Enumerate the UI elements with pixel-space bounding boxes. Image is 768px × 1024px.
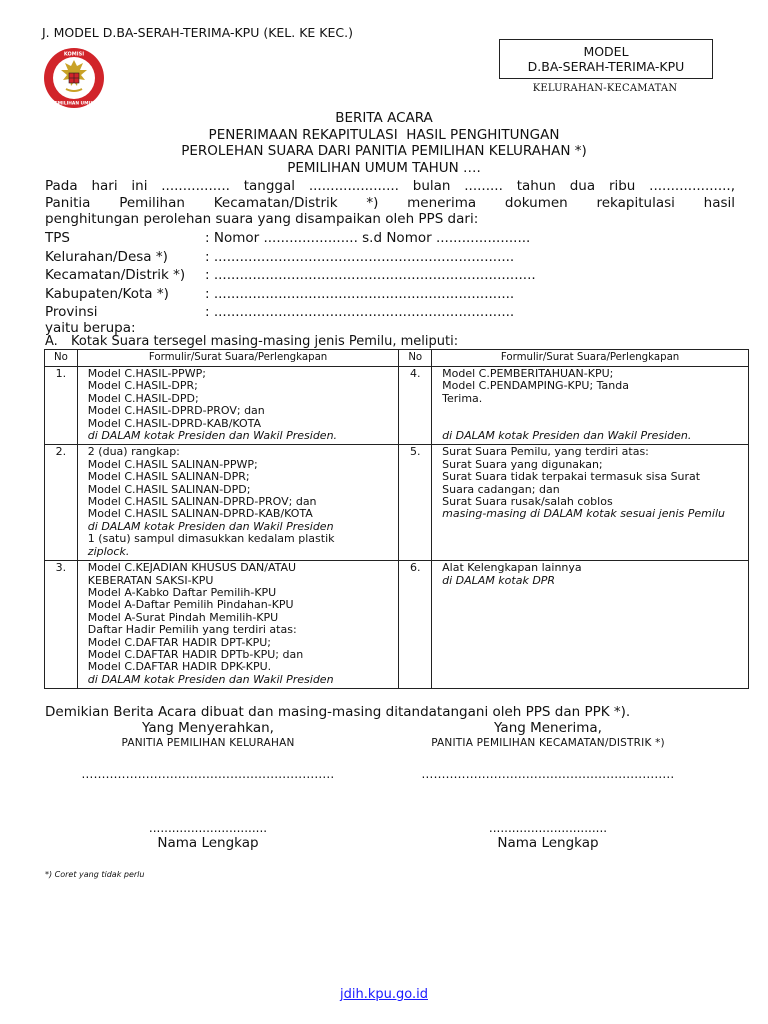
signature-right bbox=[383, 720, 713, 851]
cell-line: Model A-Daftar Pemilih Pindahan-KPU bbox=[87, 598, 294, 612]
cell-line: Model C.HASIL SALINAN-DPR; bbox=[87, 470, 250, 484]
cell-line: KEBERATAN SAKSI-KPU bbox=[87, 573, 214, 587]
model-box bbox=[499, 39, 713, 79]
cell-line: Model C.HASIL-DPD; bbox=[87, 391, 199, 405]
cell-note: di DALAM kotak Presiden dan Wakil Presiden. bbox=[442, 429, 692, 442]
field-value: : ...................................................................... bbox=[205, 304, 515, 320]
model-box-line2: D.BA-SERAH-TERIMA-KPU bbox=[527, 59, 685, 74]
table-header: No bbox=[399, 350, 432, 367]
field-row bbox=[45, 229, 745, 248]
kpu-garuda-logo-icon bbox=[42, 46, 106, 110]
signature-org: PANITIA PEMILIHAN KECAMATAN/DISTRIK *) bbox=[431, 737, 665, 749]
cell-line: Model C.PENDAMPING-KPU; Tanda bbox=[442, 379, 629, 393]
signature-line: ............................................................... bbox=[421, 767, 675, 781]
title-line4: PEMILIHAN UMUM TAHUN …. bbox=[287, 159, 481, 176]
table-header: Formulir/Surat Suara/Perlengkapan bbox=[432, 350, 749, 367]
cell-line: Model C.DAFTAR HADIR DPK-KPU. bbox=[87, 660, 272, 674]
svg-text:KOMISI: KOMISI bbox=[63, 51, 85, 58]
cell-line: Model C.PEMBERITAHUAN-KPU; bbox=[442, 367, 614, 380]
intro-paragraph bbox=[45, 178, 735, 228]
field-row bbox=[45, 285, 745, 304]
field-value: : ...................................................................... bbox=[205, 248, 515, 265]
signature-line: ............................................................... bbox=[81, 767, 335, 781]
svg-text:PEMILIHAN UMUM: PEMILIHAN UMUM bbox=[51, 101, 97, 107]
item-a-text: Kotak Suara tersegel masing-masing jenis Pemilu, meliputi: bbox=[71, 334, 459, 349]
cell-line: 1 (satu) sampul dimasukkan kedalam plastik bbox=[87, 532, 335, 546]
cell-line: Model C.HASIL SALINAN-DPD; bbox=[87, 482, 251, 496]
cell-line: Model C.HASIL-PPWP; bbox=[87, 367, 206, 380]
cell-line: Model C.DAFTAR HADIR DPT-KPU; bbox=[87, 635, 271, 649]
signature-name-label: Nama Lengkap bbox=[157, 835, 259, 851]
table-cell bbox=[77, 367, 399, 445]
cell-note: di DALAM kotak DPR bbox=[442, 573, 556, 587]
cell-note: masing-masing di DALAM kotak sesuai jenis Pemilu bbox=[442, 507, 725, 521]
signature-role: Yang Menerima, bbox=[494, 720, 602, 736]
cell-line: Model C.HASIL SALINAN-PPWP; bbox=[87, 457, 258, 471]
cell-line: Model A-Surat Pindah Memilih-KPU bbox=[87, 610, 279, 624]
table-cell bbox=[77, 445, 399, 561]
field-row bbox=[45, 303, 745, 322]
document-title bbox=[0, 110, 768, 176]
table-cell bbox=[77, 561, 399, 689]
cell-line: Surat Suara Pemilu, yang terdiri atas: bbox=[442, 445, 649, 459]
cell-note: di DALAM kotak Presiden dan Wakil Presiden. bbox=[87, 429, 338, 443]
title-line2: PENERIMAAN REKAPITULASI HASIL PENGHITUNGAN bbox=[208, 126, 560, 143]
footer bbox=[0, 987, 768, 1002]
intro-line3: penghitungan perolehan suara yang disampaikan oleh PPS dari: bbox=[45, 211, 479, 227]
field-label: Kabupaten/Kota *) bbox=[45, 285, 169, 302]
row-number: 4. bbox=[399, 367, 432, 445]
field-label: Provinsi bbox=[45, 304, 98, 320]
table-row bbox=[45, 445, 749, 561]
table-row bbox=[45, 561, 749, 689]
row-number: 5. bbox=[399, 445, 432, 561]
table-cell bbox=[432, 445, 749, 561]
field-label: Kecamatan/Distrik *) bbox=[45, 267, 186, 283]
cell-note: di DALAM kotak Presiden dan Wakil Presiden bbox=[87, 672, 334, 686]
table-cell bbox=[432, 367, 749, 445]
field-label: Kelurahan/Desa *) bbox=[45, 248, 168, 265]
field-row bbox=[45, 248, 745, 267]
intro-line2: Panitia Pemilihan Kecamatan/Distrik *) menerima dokumen rekapitulasi hasil bbox=[45, 194, 735, 211]
item-a bbox=[45, 334, 458, 349]
cell-note: ziplock. bbox=[87, 544, 130, 558]
name-line: ............................... bbox=[148, 821, 268, 835]
row-number: 1. bbox=[45, 367, 78, 445]
document-table bbox=[44, 349, 749, 689]
cell-line: Surat Suara yang digunakan; bbox=[442, 457, 603, 471]
cell-line: Suara cadangan; dan bbox=[442, 482, 560, 496]
table-cell bbox=[432, 561, 749, 689]
cell-line: Daftar Hadir Pemilih yang terdiri atas: bbox=[87, 623, 297, 637]
table-header: Formulir/Surat Suara/Perlengkapan bbox=[77, 350, 399, 367]
cell-note: di DALAM kotak Presiden dan Wakil Presiden bbox=[87, 519, 334, 533]
cell-line: Surat Suara rusak/salah coblos bbox=[442, 495, 613, 509]
signature-left bbox=[43, 720, 373, 851]
row-number: 3. bbox=[45, 561, 78, 689]
cell-line: Model C.HASIL-DPRD-PROV; dan bbox=[87, 404, 265, 418]
document-code: J. MODEL D.BA-SERAH-TERIMA-KPU (KEL. KE KEC.) bbox=[42, 25, 353, 40]
footnote: *) Coret yang tidak perlu bbox=[45, 870, 145, 879]
cell-line: 2 (dua) rangkap: bbox=[87, 445, 180, 459]
cell-line: Model C.HASIL-DPR; bbox=[87, 379, 198, 393]
row-number: 6. bbox=[399, 561, 432, 689]
table-header-row bbox=[45, 350, 749, 367]
footer-link[interactable]: jdih.kpu.go.id bbox=[340, 987, 428, 1002]
cell-line: Model C.KEJADIAN KHUSUS DAN/ATAU bbox=[87, 561, 297, 575]
row-number: 2. bbox=[45, 445, 78, 561]
field-value: : ...................................................................... bbox=[205, 285, 515, 302]
table-row bbox=[45, 367, 749, 445]
model-box-line1: MODEL bbox=[583, 44, 629, 59]
cell-line: Model A-Kabko Daftar Pemilih-KPU bbox=[87, 585, 277, 599]
signature-name-label: Nama Lengkap bbox=[497, 835, 599, 851]
field-label: TPS bbox=[45, 230, 70, 246]
signature-role: Yang Menyerahkan, bbox=[142, 720, 274, 736]
field-value: : ........................................................................... bbox=[205, 267, 536, 283]
signature-org: PANITIA PEMILIHAN KELURAHAN bbox=[121, 737, 295, 749]
field-value: : Nomor ...................... s.d Nomor ...................... bbox=[205, 230, 531, 246]
item-a-letter: A. bbox=[45, 334, 58, 349]
title-line1: BERITA ACARA bbox=[335, 110, 433, 126]
cell-gap bbox=[442, 405, 742, 417]
cell-line: Surat Suara tidak terpakai termasuk sisa Surat bbox=[442, 470, 701, 484]
model-subtitle: KELURAHAN-KECAMATAN bbox=[532, 83, 678, 94]
cell-line: Model C.DAFTAR HADIR DPTb-KPU; dan bbox=[87, 647, 304, 661]
title-line3: PEROLEHAN SUARA DARI PANITIA PEMILIHAN KELURAHAN *) bbox=[181, 143, 587, 159]
location-fields bbox=[45, 229, 745, 322]
intro-line1: Pada hari ini ................ tanggal ..................... bulan ......... tahun dua ribu ..................., bbox=[45, 178, 735, 194]
cell-line: Model C.HASIL-DPRD-KAB/KOTA bbox=[87, 416, 262, 430]
cell-line: Alat Kelengkapan lainnya bbox=[442, 561, 582, 575]
closing-statement: Demikian Berita Acara dibuat dan masing-masing ditandatangani oleh PPS dan PPK *). bbox=[45, 704, 631, 720]
cell-line: Model C.HASIL SALINAN-DPRD-KAB/KOTA bbox=[87, 507, 313, 521]
table-header: No bbox=[45, 350, 78, 367]
cell-line: Terima. bbox=[442, 391, 483, 405]
name-line: ............................... bbox=[488, 821, 608, 835]
field-row bbox=[45, 266, 745, 285]
yaitu-label: yaitu berupa: bbox=[45, 320, 136, 336]
cell-line: Model C.HASIL SALINAN-DPRD-PROV; dan bbox=[87, 495, 317, 509]
